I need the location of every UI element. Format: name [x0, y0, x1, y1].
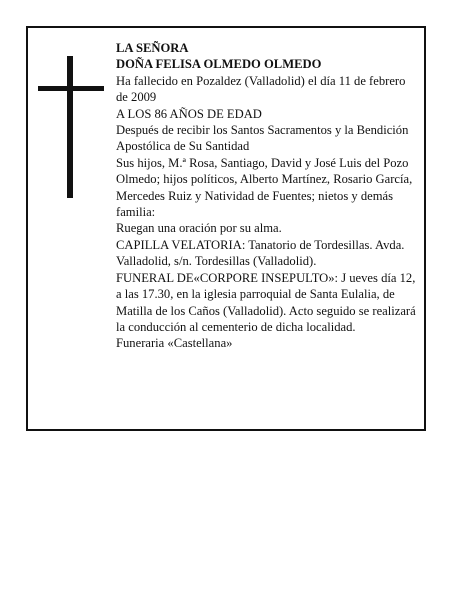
obituary-notice — [26, 26, 426, 431]
age-line: A LOS 86 AÑOS DE EDAD — [116, 106, 262, 121]
cross-horizontal-bar — [38, 86, 104, 91]
death-info: Ha fallecido en Pozaldez (Valladolid) el día 11 de febrero de 2009 — [116, 73, 406, 105]
deceased-name: DOÑA FELISA OLMEDO OLMEDO — [116, 57, 322, 72]
prayer-line: Ruegan una oración por su alma. — [116, 221, 282, 236]
funeral-line: FUNERAL DE«CORPORE INSEPULTO»: J ueves día 12, a las 17.30, en la iglesia parroquial de Santa Eulalia, de Matilla de los Caños (Valladolid). Acto seguido se realizará la conducción al cementerio de dicha localidad. — [116, 270, 416, 334]
sacraments-line: Después de recibir los Santos Sacramentos y la Bendición Apostólica de Su Santidad — [116, 123, 409, 154]
cross-icon — [38, 56, 104, 198]
notice-title: LA SEÑORA — [116, 41, 189, 55]
funeral-home-line: Funeraria «Castellana» — [116, 336, 233, 351]
cross-vertical-bar — [67, 56, 73, 198]
family-line: Sus hijos, M.ª Rosa, Santiago, David y José Luis del Pozo Olmedo; hijos políticos, Alberto Martínez, Rosario García, Mercedes Ruiz y Natividad de Fuentes; nietos y demás familia: — [116, 155, 413, 220]
chapel-line: CAPILLA VELATORIA: Tanatorio de Tordesillas. Avda. Valladolid, s/n. Tordesillas (Valladolid). — [116, 237, 405, 269]
notice-text — [116, 40, 416, 352]
